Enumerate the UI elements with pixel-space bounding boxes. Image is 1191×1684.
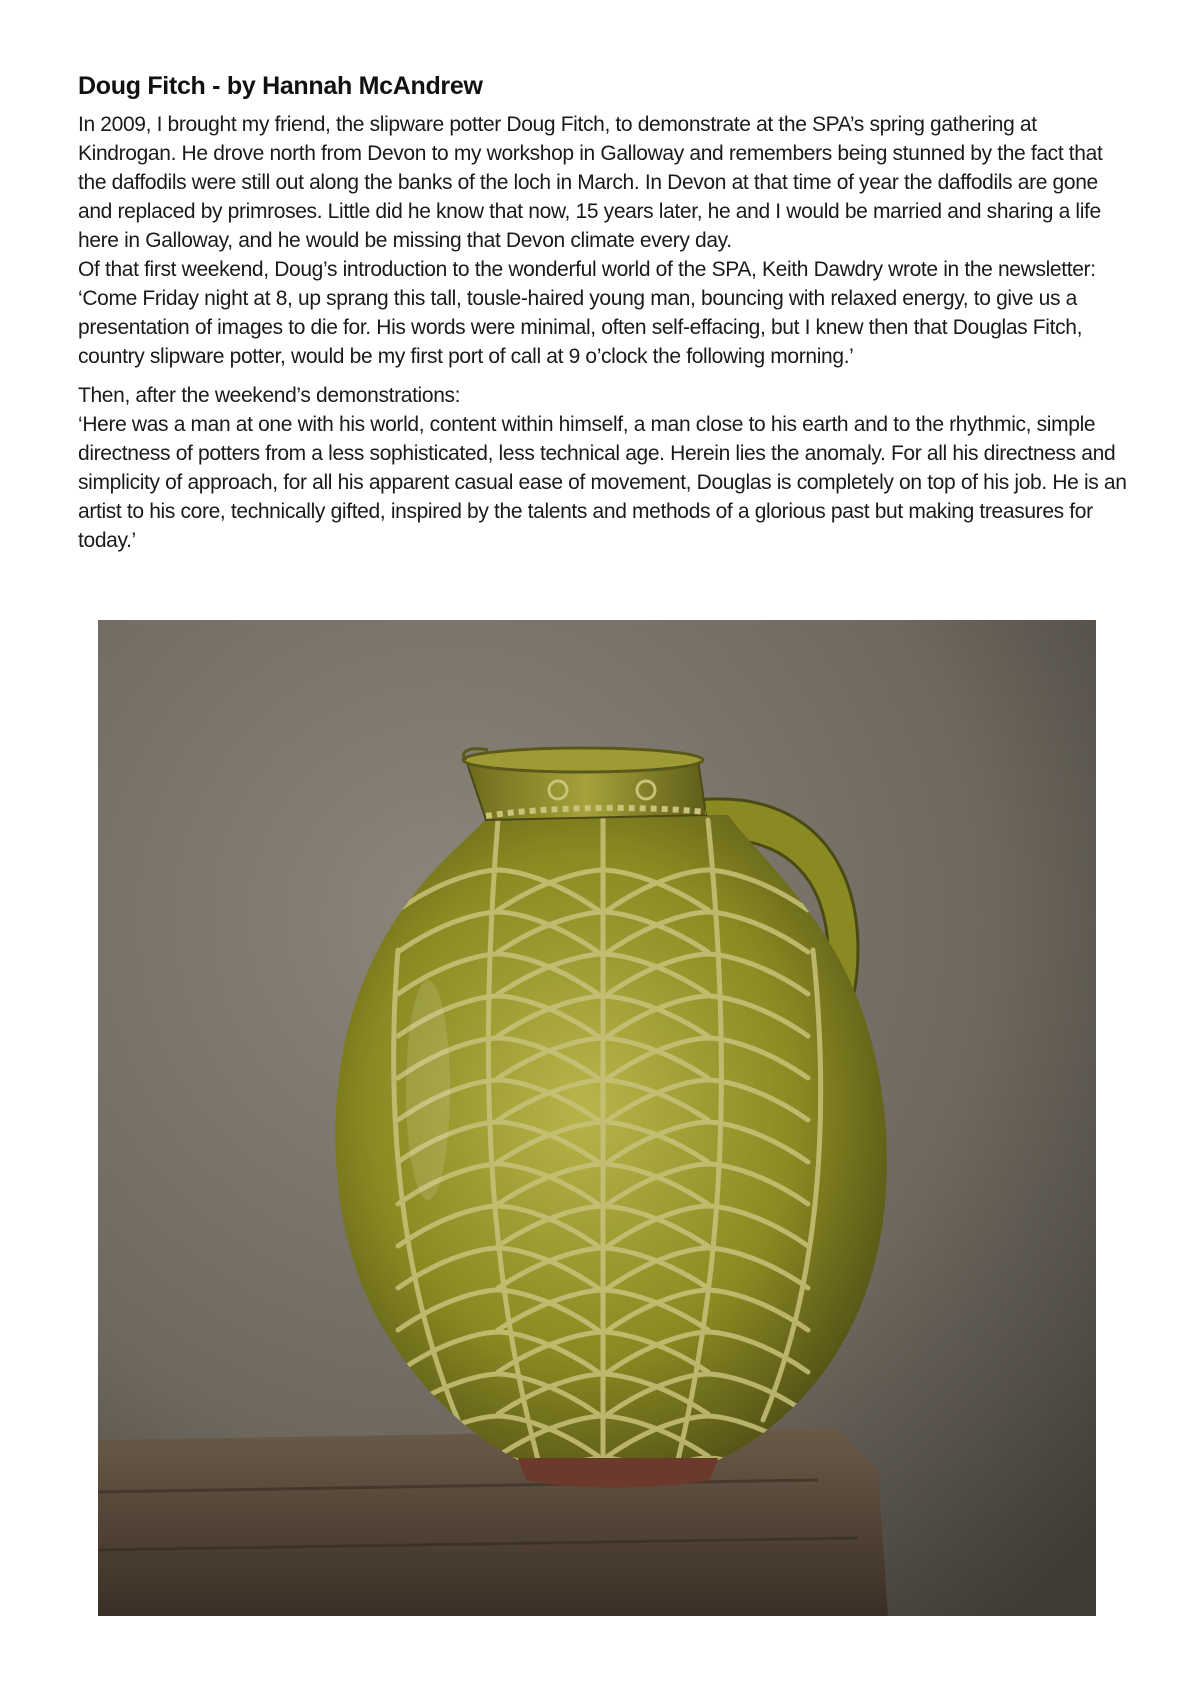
quote-man-at-one: ‘Here was a man at one with his world, content within himself, a man close to his earth and to the rhythmic, simple directness of potters from a less sophisticated, less technical age. Herein lies the anomaly. For all his directness and simplicity of approach, for all his apparent casual ease of movement, Douglas is completely on top of his job. He is an artist to his core, technically gifted, inspired by the talents and methods of a glorious past but making treasures for today.’ bbox=[78, 413, 1127, 552]
jug-rim bbox=[463, 748, 703, 772]
glaze-highlight bbox=[406, 980, 450, 1200]
jug-foot bbox=[518, 1458, 718, 1488]
paragraph-after-demonstrations: Then, after the weekend’s demonstrations: bbox=[78, 384, 461, 407]
paragraph-first-weekend: Of that first weekend, Doug’s introduction to the wonderful world of the SPA, Keith Dawdry wrote in the newsletter: bbox=[78, 258, 1096, 281]
quote-friday-night: ‘Come Friday night at 8, up sprang this tall, tousle-haired young man, bouncing with relaxed energy, to give us a presentation of images to die for. His words were minimal, often self-effacing, but I knew then that Douglas Fitch, country slipware potter, would be my first port of call at 9 o’clock the following morning.’ bbox=[78, 287, 1083, 368]
slipware-jug-photo bbox=[98, 620, 1096, 1616]
paragraph-intro: In 2009, I brought my friend, the slipware potter Doug Fitch, to demonstrate at the SPA’s spring gathering at Kindrogan. He drove north from Devon to my workshop in Galloway and remembers being stunned by the fact that the daffodils were still out along the banks of the loch in March. In Devon at that time of year the daffodils are gone and replaced by primroses. Little did he know that now, 15 years later, he and I would be married and sharing a life here in Galloway, and he would be missing that Devon climate every day. bbox=[78, 113, 1103, 252]
wooden-table bbox=[98, 1428, 888, 1616]
jug-illustration bbox=[98, 620, 1096, 1616]
article-title: Doug Fitch - by Hannah McAndrew bbox=[78, 72, 483, 100]
article-body bbox=[78, 110, 1128, 555]
article bbox=[78, 72, 1128, 555]
